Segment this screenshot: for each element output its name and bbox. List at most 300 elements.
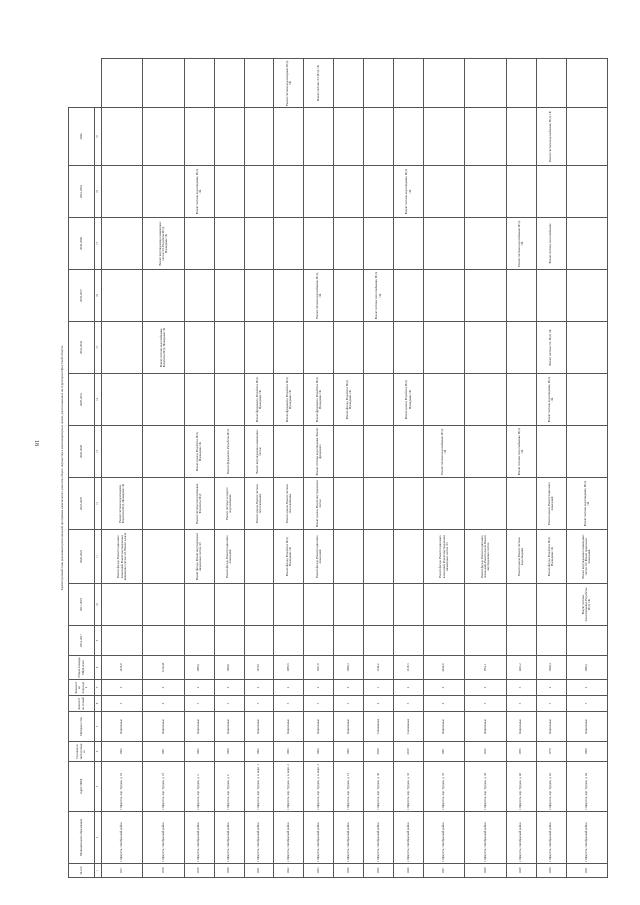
table-row <box>364 59 394 878</box>
column-header: № п/п <box>69 864 95 878</box>
cell-n: 1021 <box>244 864 274 878</box>
cell-work <box>102 374 143 426</box>
cell-n: 1017 <box>102 864 143 878</box>
column-number: 14 <box>95 374 102 426</box>
cell-area: 1095,1 <box>184 656 214 680</box>
column-number: 12 <box>95 478 102 530</box>
cell-mo: г. Иркутск, Октябрьский район <box>566 812 607 864</box>
cell-n: 1029 <box>506 864 536 878</box>
table-row <box>244 59 274 878</box>
cell-work <box>274 166 304 218</box>
cell-work <box>244 108 274 166</box>
cell-addr: г. Иркутск, пер. Трудов, д. 30 <box>364 762 394 812</box>
cell-work <box>143 530 184 584</box>
cell-work <box>506 270 536 322</box>
cell-n: 1018 <box>143 864 184 878</box>
cell-work <box>506 584 536 626</box>
cell-n: 1028 <box>465 864 506 878</box>
column-number: 3 <box>95 762 102 812</box>
table-row <box>566 59 607 878</box>
cell-work <box>465 478 506 530</box>
cell-work <box>566 59 607 108</box>
cell-fl: 2 <box>364 696 394 712</box>
cell-work <box>143 59 184 108</box>
cell-work: Ремонт крыши, Разработка ПСД, Проведение СК <box>394 374 424 426</box>
cell-fl: 3 <box>244 696 274 712</box>
cell-addr: г. Иркутск, пер. Трудов, д. 35 <box>424 762 465 812</box>
cell-work: Ремонт крыши, Ремонт системы теплоснабжения <box>244 478 274 530</box>
cell-work <box>102 426 143 478</box>
cell-wall: Смешанные <box>364 712 394 742</box>
cell-work: Ремонт системы теплоснабжения <box>536 218 566 270</box>
cell-pod: 4 <box>143 680 184 696</box>
cell-work <box>143 426 184 478</box>
cell-work: Ремонт системы водоснабжения, Разработка ПСД, Проведение СК <box>143 322 184 374</box>
cell-area: 1076,1 <box>244 656 274 680</box>
cell-work: Ремонт фасада, Ремонт подвальных помещений, Ремонт внутридомовых инженерных систем ЭЭ <box>424 530 465 584</box>
cell-work <box>184 108 214 166</box>
cell-work <box>102 108 143 166</box>
cell-work <box>143 374 184 426</box>
cell-work: Ремонт системы ЭЭ, ПСД, СК <box>304 59 334 108</box>
cell-wall: Кирпичные <box>566 712 607 742</box>
cell-work: Ремонт фасада, Ремонт подвальных помещений <box>214 530 244 584</box>
cell-work <box>465 270 506 322</box>
cell-mo: г. Иркутск, Октябрьский район <box>304 812 334 864</box>
cell-work <box>364 530 394 584</box>
cell-work: Ремонт системы водоснабжения, ПСД, СК <box>536 108 566 166</box>
cell-n: 1026 <box>394 864 424 878</box>
cell-work <box>566 270 607 322</box>
cell-year: 1961 <box>424 742 465 762</box>
cell-year: 1955 <box>506 742 536 762</box>
rotated-table-wrapper <box>62 58 610 878</box>
column-number: 5 <box>95 712 102 742</box>
table-row <box>304 59 334 878</box>
cell-addr: г. Иркутск, пер. Трудов, д. 4, корп. 2 <box>274 762 304 812</box>
column-number: 7 <box>95 680 102 696</box>
cell-mo: г. Иркутск, Октябрьский район <box>364 812 394 864</box>
cell-year: 1964 <box>304 742 334 762</box>
cell-area: 1118,3 <box>394 656 424 680</box>
cell-n: 1025 <box>364 864 394 878</box>
cell-year: 1963 <box>274 742 304 762</box>
cell-work: Ремонт системы водоснабжения, ПСД, СК <box>424 426 465 478</box>
cell-wall: Кирпичные <box>274 712 304 742</box>
cell-work <box>465 426 506 478</box>
cell-work <box>566 166 607 218</box>
cell-work <box>334 426 364 478</box>
cell-work <box>244 270 274 322</box>
cell-n: 1030 <box>536 864 566 878</box>
cell-area: 1095,5 <box>274 656 304 680</box>
table-caption: Краткосрочный план реализации региональной программы капитального ремонта общего имущества в многоквартирных домах, расположенных на территории Иркутской области <box>60 345 64 591</box>
cell-pod: 2 <box>465 680 506 696</box>
column-header: 2017-2019 <box>69 584 95 626</box>
cell-addr: г. Иркутск, пер. Трудов, д. 10 <box>102 762 143 812</box>
cell-work: Ремонт крыши, Ремонт внутридомовых систем <box>304 478 334 530</box>
cell-work: Ремонт фасада, Ремонт подвальных помещений, Ремонт внутридомовых инженерных систем ЭЭ, Ремонт крыши <box>102 530 143 584</box>
cell-work <box>506 322 536 374</box>
column-number: 17 <box>95 218 102 270</box>
cell-work: Ремонт системы теплоснабжения, ПСД, СК <box>364 270 394 322</box>
cell-area: 2442,6 <box>424 656 465 680</box>
cell-work <box>184 270 214 322</box>
cell-work <box>465 166 506 218</box>
cell-pod: 2 <box>566 680 607 696</box>
cell-work: Ремонт крыши, Разработка ПСД, Проведение СК <box>184 426 214 478</box>
cell-addr: г. Иркутск, пер. Трудов, д. 33 <box>394 762 424 812</box>
cell-work <box>364 374 394 426</box>
cell-mo: г. Иркутск, Октябрьский район <box>244 812 274 864</box>
cell-mo: г. Иркутск, Октябрьский район <box>143 812 184 864</box>
cell-work <box>394 584 424 626</box>
cell-work <box>244 626 274 656</box>
cell-n: 1019 <box>184 864 214 878</box>
cell-n: 1031 <box>566 864 607 878</box>
table-row <box>214 59 244 878</box>
cell-work <box>244 322 274 374</box>
cell-work <box>424 108 465 166</box>
cell-wall: Кирпичные <box>102 712 143 742</box>
cell-work: Ремонт системы водоснабжения, ПСД, СК <box>304 270 334 322</box>
cell-work <box>394 270 424 322</box>
page-number: 18 <box>33 440 39 446</box>
cell-work <box>143 108 184 166</box>
cell-pod: 2 <box>244 680 274 696</box>
cell-work <box>143 270 184 322</box>
cell-work <box>244 218 274 270</box>
cell-work <box>506 374 536 426</box>
cell-work <box>184 626 214 656</box>
cell-work: Ремонт системы холодного водоснабжения <box>214 478 244 530</box>
cell-year: 1962 <box>244 742 274 762</box>
column-number: 2 <box>95 812 102 864</box>
cell-work <box>506 166 536 218</box>
cell-work <box>334 166 364 218</box>
cell-work <box>465 626 506 656</box>
column-header: Адрес МКД <box>69 762 95 812</box>
cell-work <box>214 59 244 108</box>
cell-work <box>506 108 536 166</box>
cell-pod: 2 <box>304 680 334 696</box>
cell-work <box>102 270 143 322</box>
column-number: 19 <box>95 108 102 166</box>
cell-work: Ремонт системы теплоснабжения, Разработка ПСД, СК <box>566 584 607 626</box>
repair-plan-table <box>68 58 608 878</box>
cell-year: 2020 <box>364 742 394 762</box>
cell-work <box>214 626 244 656</box>
cell-area: 1144,2 <box>364 656 394 680</box>
column-number: 9 <box>95 626 102 656</box>
table-row <box>274 59 304 878</box>
cell-work <box>424 218 465 270</box>
cell-year: 1962 <box>184 742 214 762</box>
cell-wall: Кирпичные <box>244 712 274 742</box>
cell-wall: Кирпичные <box>184 712 214 742</box>
cell-area: 1086,3 <box>334 656 364 680</box>
cell-fl: 3 <box>334 696 364 712</box>
column-header: Общая площадь МКД, всего <box>69 656 95 680</box>
cell-work: Ремонт системы водоснабжения, ПСД, СК <box>506 218 536 270</box>
table-row <box>102 59 143 878</box>
cell-work <box>536 270 566 322</box>
table-row <box>424 59 465 878</box>
cell-area: 1560,4 <box>536 656 566 680</box>
column-number: 10 <box>95 584 102 626</box>
cell-work: Ремонт фундамента, Разработка ПСД, Проведение СК <box>244 374 274 426</box>
cell-work: Ремонт системы водоотведения, ПСД, СК <box>184 166 214 218</box>
cell-work: Ремонт системы водоотведения, ПСД, СК <box>394 166 424 218</box>
column-header: 2023-2025 <box>69 478 95 530</box>
cell-work <box>214 218 244 270</box>
cell-fl: 3 <box>394 696 424 712</box>
cell-work <box>184 584 214 626</box>
cell-work <box>394 530 424 584</box>
cell-work <box>506 59 536 108</box>
table-row <box>465 59 506 878</box>
cell-work <box>334 626 364 656</box>
cell-work <box>394 478 424 530</box>
cell-mo: г. Иркутск, Октябрьский район <box>506 812 536 864</box>
cell-year: 1961 <box>143 742 184 762</box>
cell-work <box>274 270 304 322</box>
cell-work <box>364 108 394 166</box>
cell-work <box>424 166 465 218</box>
cell-work <box>536 59 566 108</box>
cell-year: 1932 <box>465 742 506 762</box>
column-header: 2026-2028 <box>69 426 95 478</box>
cell-work <box>244 584 274 626</box>
cell-work <box>214 584 244 626</box>
column-header: 2029-2031 <box>69 374 95 426</box>
cell-addr: г. Иркутск, пер. Трудов, д. 38 <box>465 762 506 812</box>
cell-work <box>536 166 566 218</box>
cell-pod: 2 <box>394 680 424 696</box>
column-number: 1 <box>95 864 102 878</box>
cell-wall: Кирпичные <box>424 712 465 742</box>
cell-wall: Кирпичные <box>304 712 334 742</box>
cell-addr: г. Иркутск, пер. Трудов, д. 13 <box>334 762 364 812</box>
cell-work <box>274 584 304 626</box>
header-row <box>69 59 95 878</box>
cell-work <box>214 108 244 166</box>
cell-work <box>465 374 506 426</box>
cell-work <box>184 59 214 108</box>
column-header: Количество подъездов <box>69 680 95 696</box>
cell-work <box>102 166 143 218</box>
cell-work: Ремонт системы водоотведения, ПСД, СК <box>274 59 304 108</box>
cell-work: Ремонт системы водоотведения, ПСД, СК <box>536 374 566 426</box>
cell-work <box>536 426 566 478</box>
cell-work: Ремонт системы водоотведения, ПСД, СК <box>566 478 607 530</box>
column-number: 15 <box>95 322 102 374</box>
cell-fl: 3 <box>536 696 566 712</box>
cell-work <box>394 108 424 166</box>
cell-work: Ремонт системы водоотведения, Ремонт фундамента <box>304 426 334 478</box>
cell-work <box>424 374 465 426</box>
cell-fl: 3 <box>274 696 304 712</box>
cell-fl: 3 <box>465 696 506 712</box>
cell-n: 1027 <box>424 864 465 878</box>
cell-addr: г. Иркутск, пер. Трудов, д. 44 <box>566 762 607 812</box>
column-header: Материал стен <box>69 712 95 742</box>
cell-mo: г. Иркутск, Октябрьский район <box>394 812 424 864</box>
cell-work <box>143 478 184 530</box>
cell-fl: 4 <box>424 696 465 712</box>
cell-area: 1047,9 <box>304 656 334 680</box>
cell-fl: 3 <box>184 696 214 712</box>
cell-year: 1978 <box>536 742 566 762</box>
cell-work <box>566 108 607 166</box>
cell-work <box>143 626 184 656</box>
cell-fl: 3 <box>304 696 334 712</box>
cell-addr: г. Иркутск, пер. Трудов, д. 1б <box>143 762 184 812</box>
cell-work <box>424 322 465 374</box>
cell-work <box>304 218 334 270</box>
cell-work <box>364 478 394 530</box>
cell-work: Ремонт фасада, Разработка ПСД, Проведение СК <box>536 530 566 584</box>
cell-n: 1023 <box>304 864 334 878</box>
column-header: 2044 <box>69 108 95 166</box>
cell-area: 954,1 <box>465 656 506 680</box>
column-number: 6 <box>95 696 102 712</box>
cell-addr: г. Иркутск, пер. Трудов, д. 3 <box>184 762 214 812</box>
table-body <box>102 59 608 878</box>
cell-work <box>566 374 607 426</box>
cell-n: 1020 <box>214 864 244 878</box>
cell-area: 1092,1 <box>566 656 607 680</box>
cell-work: Ремонт внутридомовых инженерных систем <box>244 426 274 478</box>
cell-fl: 3 <box>102 696 143 712</box>
cell-work: Ремонт фундамента, Разработка ПСД, Проведение СК <box>304 374 334 426</box>
cell-work <box>364 322 394 374</box>
cell-n: 1024 <box>334 864 364 878</box>
cell-addr: г. Иркутск, пер. Трудов, д. 4 <box>214 762 244 812</box>
cell-work <box>334 530 364 584</box>
cell-work <box>102 218 143 270</box>
column-number: 18 <box>95 166 102 218</box>
cell-mo: г. Иркутск, Октябрьский район <box>102 812 143 864</box>
column-header: Количество этажей <box>69 696 95 712</box>
table-row <box>184 59 214 878</box>
cell-work <box>244 530 274 584</box>
cell-mo: г. Иркутск, Октябрьский район <box>536 812 566 864</box>
cell-area: 1435,9 <box>102 656 143 680</box>
column-number: 4 <box>95 742 102 762</box>
table-row <box>334 59 364 878</box>
cell-work <box>304 322 334 374</box>
cell-work: Ремонт внутридомовых инженерных систем ЭЭ, Разработка ПСД, Проведение СК <box>143 218 184 270</box>
cell-pod: 2 <box>536 680 566 696</box>
table-row <box>536 59 566 878</box>
table-row <box>143 59 184 878</box>
column-header: 2032-2034 <box>69 322 95 374</box>
cell-fl: 3 <box>566 696 607 712</box>
cell-work <box>394 626 424 656</box>
cell-wall: Кирпичные <box>214 712 244 742</box>
cell-year: 1960 <box>566 742 607 762</box>
cell-work <box>102 59 143 108</box>
cell-work <box>334 218 364 270</box>
cell-work <box>214 374 244 426</box>
cell-mo: г. Иркутск, Октябрьский район <box>424 812 465 864</box>
column-header: Муниципальное образование <box>69 812 95 864</box>
cell-mo: г. Иркутск, Октябрьский район <box>274 812 304 864</box>
cell-work <box>214 270 244 322</box>
cell-work <box>102 626 143 656</box>
cell-pod: 3 <box>506 680 536 696</box>
cell-wall: Кирпичные <box>334 712 364 742</box>
column-header: 2035-2037 <box>69 270 95 322</box>
cell-work <box>364 426 394 478</box>
column-header: 2038-2040 <box>69 218 95 270</box>
cell-year: 1962 <box>102 742 143 762</box>
cell-work <box>334 478 364 530</box>
column-number-row <box>95 59 102 878</box>
cell-work: Ремонт фундамента, Разработка ПСД <box>214 426 244 478</box>
cell-work <box>274 322 304 374</box>
cell-work <box>102 322 143 374</box>
cell-pod: 2 <box>102 680 143 696</box>
cell-wall: Кирпичные <box>506 712 536 742</box>
cell-work <box>143 584 184 626</box>
cell-mo: г. Иркутск, Октябрьский район <box>465 812 506 864</box>
cell-work <box>334 584 364 626</box>
cell-work <box>214 166 244 218</box>
cell-fl: 3 <box>214 696 244 712</box>
cell-work <box>184 322 214 374</box>
cell-work <box>364 626 394 656</box>
cell-addr: г. Иркутск, пер. Трудов, д. 42 <box>536 762 566 812</box>
cell-work: Ремонт внутридомовых инженерных систем ЭЭ, Ремонт подвальных помещений <box>566 530 607 584</box>
cell-work <box>364 584 394 626</box>
cell-work <box>304 584 334 626</box>
cell-work <box>506 626 536 656</box>
cell-addr: г. Иркутск, пер. Трудов, д. 40 <box>506 762 536 812</box>
cell-mo: г. Иркутск, Октябрьский район <box>214 812 244 864</box>
column-number: 16 <box>95 270 102 322</box>
cell-pod: 2 <box>214 680 244 696</box>
cell-work: Ремонт крыши, Ремонт системы теплоснабжения <box>274 478 304 530</box>
cell-work <box>334 108 364 166</box>
cell-work: Ремонт фасада, Ремонт внутридомовых инженерных систем ЭЭ <box>184 530 214 584</box>
cell-work <box>424 270 465 322</box>
table-row <box>506 59 536 878</box>
cell-work <box>334 59 364 108</box>
cell-work: Ремонт системы ЭЭ, ПСД, СК <box>536 322 566 374</box>
cell-work: Ремонт крыши, Ремонт подвальных помещений <box>536 478 566 530</box>
cell-work <box>536 626 566 656</box>
cell-work <box>506 478 536 530</box>
cell-work <box>304 108 334 166</box>
cell-work: Ремонт крыши, Ремонт системы водоотведения <box>506 530 536 584</box>
cell-work <box>143 166 184 218</box>
cell-work <box>394 322 424 374</box>
cell-year: 2019 <box>394 742 424 762</box>
cell-work <box>102 584 143 626</box>
cell-area: 1401,2 <box>506 656 536 680</box>
cell-work <box>364 166 394 218</box>
cell-mo: г. Иркутск, Октябрьский район <box>184 812 214 864</box>
cell-area: 1060,1 <box>214 656 244 680</box>
cell-work <box>244 166 274 218</box>
cell-work <box>334 322 364 374</box>
cell-work <box>424 626 465 656</box>
cell-work: Ремонт системы теплоснабжения, ПСД, СК <box>506 426 536 478</box>
cell-area: 1136,45 <box>143 656 184 680</box>
cell-work <box>566 626 607 656</box>
